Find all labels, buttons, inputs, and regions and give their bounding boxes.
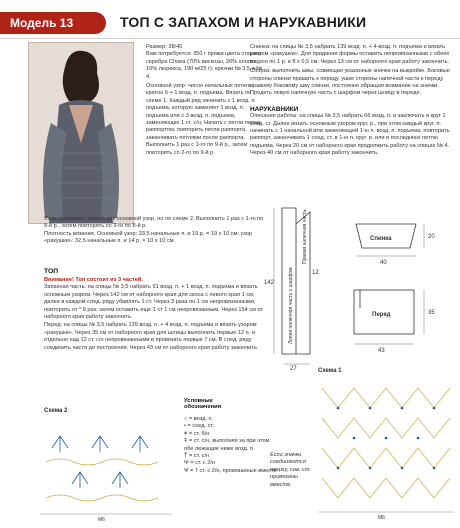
- schema1-chart: [318, 378, 454, 520]
- sleeves-text: Описание работы: на спицы № 3,5 набрать 66 возд. п. и заключать в круг 1 соед. ст. Далее вязать основным узором круг, р., при этом каждый круг. п. начинать с 1 начальной или заменяющей 1-ю п. возд. п. подъема, повторить раппорт, заканчивать 1 соед. ст. в 1-ю п. круг. р. или в последнюю петлю подъема. Через 20 см от наборного края продолжить работу на спицах № 4. Через 40 см от наборного края работу закончить.: [250, 113, 450, 157]
- legend-symbol: •: [184, 423, 186, 430]
- dim-12: 12: [312, 270, 319, 276]
- assembly-text: Сборка: выполнить швы, совмещая указанные значки на выкройке. Боковые стороны спинки пришить к переду, ушке стороны напечной части к переду правому боковому шву спинки, постоянно обращая внимание на значки. Продеть левую напечную часть с шарфом через шлицу в переде.: [250, 68, 450, 97]
- basic-pattern-text: Основной узор: число начальных петель кратно 6 + 1 возд. п. подъема. Вязать по схеме 1. Каждый ряд начинать с 1 возд. п. подъема, которую заменяет 1 возд. п. подъема или с 3 возд. п. подъема, заменяющих 1 ст. с/н. Начать с петли перед раппортом, повторить петли раппорта, заканчивать петлями после раппорта. Выполнить 1 раз с 1-го по 9-й р., затем повторять со 2-го по 9-й р.: [146, 83, 261, 156]
- top-heading: ТОП: [44, 268, 59, 275]
- right-part-label: Правая напечная часть: [302, 209, 308, 264]
- schema2-chart: [40, 418, 172, 522]
- back-text: Спинка: на спицы № 3,5 набрать 139 возд. п. + 4 возд. п. подъема и вязать узором «ракушки». Для придания формы оставить непровязанными с обеих сторон по 1 р. в 8 х 0,5 см. Через 13 см от наборного края работу закончить.: [250, 44, 450, 65]
- legend-text: = возд. п.: [188, 416, 214, 422]
- legend-item: [184, 431, 280, 438]
- materials-text: Вам потребуется: 350 г пряжи цвета старого серебра Chiara (70% вискозы, 20% хлопка, 10% люрекса, 190 м/25 г); крючки № 3,5 и № 4.: [146, 51, 263, 80]
- top-block: [44, 277, 266, 352]
- dim-20: 20: [428, 234, 435, 240]
- schema2-repeat: M6: [98, 517, 105, 522]
- legend-item: [184, 416, 280, 423]
- intro-block: [146, 44, 264, 161]
- legend-symbol: ○: [184, 416, 188, 422]
- scarf-label: Левая напечная часть с шарфом: [288, 267, 294, 344]
- page-title: ТОП С ЗАПАХОМ И НАРУКАВНИКИ: [120, 14, 367, 30]
- legend-symbol: ǂ: [184, 430, 188, 437]
- legend-text: = ст. с/н, выполняя за при этом обе лежащие ниже возд. п.: [184, 438, 270, 452]
- legend-symbol: Ѱ: [184, 467, 189, 474]
- legend-list: [184, 416, 280, 475]
- garment-pattern-diagram: [260, 204, 456, 372]
- dim-142: 142: [264, 280, 275, 286]
- sleeves-heading: НАРУКАВНИКИ: [250, 105, 299, 113]
- legend-text: = ст. с 2/н: [190, 460, 216, 467]
- legend-item: [184, 468, 280, 475]
- size-text: Размер: 38/40: [146, 44, 183, 50]
- right-text-block: [250, 44, 450, 158]
- schema1-repeat: M6: [378, 515, 385, 520]
- legend-symbol: Ψ: [184, 460, 189, 467]
- front-text: Перед: на спицы № 3,5 набрать 139 возд. п. + 4 возд. п. подъема и вязать узором «ракушки». Через 35 см от наборного края для шлицы выполнить первые 12 п. и отдельно над 12 ст. с/н непровязанными и провязать первые 7 см. В след. ряду соединить части до построения. Через 43 см от наборного края работу закончить.: [44, 322, 259, 351]
- legend-text: = 7 ст. с 2/н, провязанные вместе: [190, 467, 277, 474]
- legend-item: [184, 438, 280, 453]
- lace-pattern-text: Узор «ракушки»: вязать как основной узор, но по схеме 2. Выполнить 1 раз с 1-го по 8-й р., затем повторять со 3-го по 8-й р.: [44, 216, 264, 230]
- legend-item: [184, 460, 280, 467]
- legend-item: [184, 423, 280, 430]
- legend-text: = ст. с/н: [188, 453, 210, 460]
- sleeve-label: Спинка: [370, 236, 392, 242]
- schema1-title: Схема 1: [318, 368, 342, 374]
- legend-symbol: Ť: [184, 453, 188, 460]
- gauge-text: Плотность вязания. Основной узор: 33,5 начальные п. и 19 р. = 19 х 10 см; узор «ракушки»: 32,5 начальные п. и 14 р. = 10 х 10 см.: [44, 230, 253, 245]
- header-divider: [0, 38, 460, 39]
- dim-27: 27: [290, 366, 297, 372]
- pattern-block: [44, 206, 266, 246]
- legend-symbol: Ŧ: [184, 438, 188, 445]
- legend-title: Условные обозначения: [184, 398, 222, 410]
- dim-sleeve-40: 40: [380, 260, 387, 266]
- legend-text: = ст. б/н: [188, 430, 210, 437]
- dim-43: 43: [378, 348, 385, 354]
- schema2-title: Схема 2: [44, 408, 68, 414]
- front-label: Перед: [372, 312, 391, 318]
- model-photo: [28, 42, 134, 224]
- legend-text: = соед. ст.: [187, 423, 214, 430]
- dim-35: 35: [428, 310, 435, 316]
- wrap-text: Запахная часть: на спицы № 3,5 набрать 91 возд. п. + 1 возд. п. подъема и вязать основным узором. Через 142 см от наборного края для скоса с левого края 1 см, далее в каждом след. ряду убавлять 1 ст. Через 3 раза по 1 см непровязанными, повторить от * 9 раз; затем оставить еще 1 ст 1 см непровязанным. Через 154 см от наборного края работу закончить.: [44, 284, 264, 321]
- model-badge: Модель 13: [0, 12, 106, 34]
- legend-item: [184, 453, 280, 460]
- top-note: Внимание! Топ состоит из 3 частей.: [44, 277, 143, 283]
- legend-note: Если значки соединяются вверху, сов. ст. провязаны вместе.: [270, 452, 311, 488]
